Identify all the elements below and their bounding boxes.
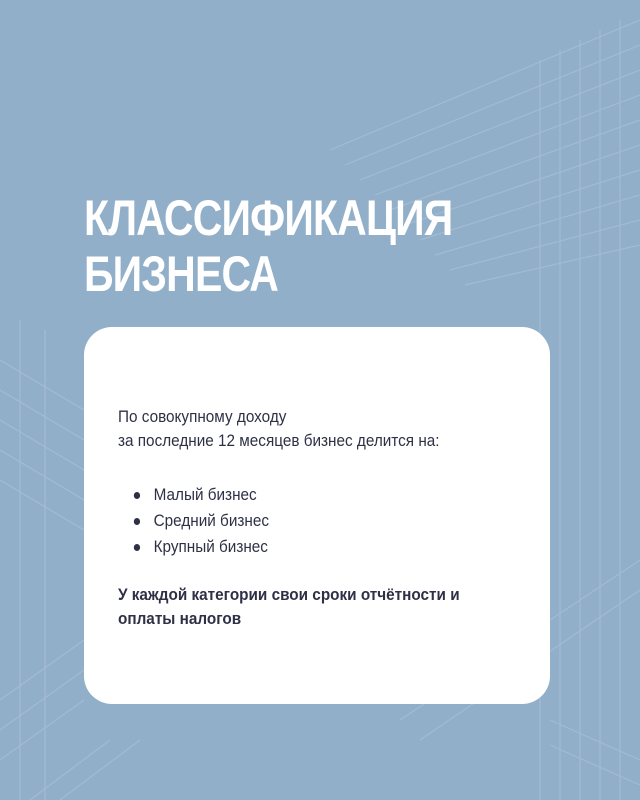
list-item-label: Средний бизнес [153, 511, 269, 530]
title-line-1: КЛАССИФИКАЦИЯ [84, 190, 453, 246]
note-line-1: У каждой категории свои сроки отчётности и [118, 585, 460, 604]
note-text [118, 583, 460, 631]
list-item-label: Малый бизнес [153, 485, 257, 504]
bullet-icon [134, 518, 140, 525]
list-item [132, 534, 269, 560]
list-item-label: Крупный бизнес [153, 537, 268, 556]
note-line-2: оплаты налогов [118, 609, 242, 628]
intro-text [118, 405, 440, 453]
info-card [84, 327, 550, 704]
business-type-list [132, 482, 269, 560]
title-line-2: БИЗНЕСА [84, 246, 279, 302]
page-title [84, 190, 452, 302]
intro-line-1: По совокупному доходу [118, 407, 287, 426]
bullet-icon [134, 544, 140, 551]
list-item [132, 508, 269, 534]
bullet-icon [134, 492, 140, 499]
list-item [132, 482, 269, 508]
intro-line-2: за последние 12 месяцев бизнес делится на: [118, 431, 440, 450]
